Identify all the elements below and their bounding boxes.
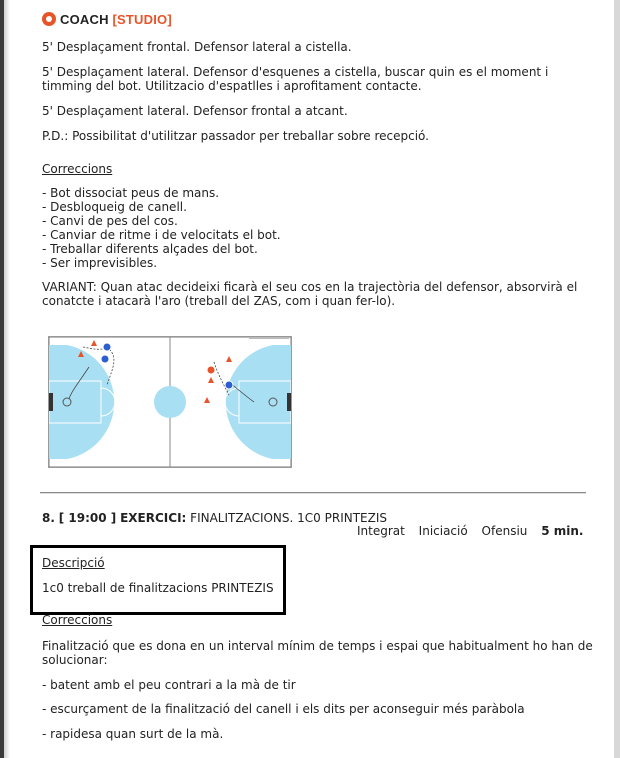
correction-item: - rapidesa quan surt de la mà. <box>42 727 224 741</box>
correction-item: - Canvi de pes del cos. <box>42 214 178 228</box>
right-backboard <box>287 393 291 411</box>
player-marker <box>225 381 233 389</box>
paragraph: 5' Desplaçament frontal. Defensor lateral a cistella. <box>42 40 352 54</box>
exercise-time: [ 19:00 ] <box>58 511 117 525</box>
corrections-intro: solucionar: <box>42 653 108 667</box>
tag: Iniciació <box>418 524 468 538</box>
correction-item: - escurçament de la finalització del canell i els dits per aconseguir més paràbola <box>42 702 525 716</box>
logo-name: COACH <box>60 11 109 27</box>
court-diagram <box>48 336 292 468</box>
correction-item: - Treballar diferents alçades del bot. <box>42 242 258 256</box>
page-shadow <box>4 0 10 758</box>
correction-item: - Bot dissociat peus de mans. <box>42 186 220 200</box>
corrections-heading: Correccions <box>42 613 113 627</box>
exercise-title <box>42 511 387 525</box>
right-paint <box>239 381 291 423</box>
description-heading: Descripció <box>42 556 105 570</box>
paragraph: timming del bot. Utilitzacio d'espatlles i aprofitament contacte. <box>42 79 422 93</box>
paragraph: 5' Desplaçament lateral. Defensor frontal a atcant. <box>42 104 348 118</box>
logo-icon <box>42 12 56 26</box>
tag: Integrat <box>357 524 405 538</box>
exercise-tags <box>357 524 583 538</box>
corrections-intro: Finalització que es dona en un interval mínim de temps i espai que habitualment ho han de <box>42 639 593 653</box>
left-backboard <box>49 393 53 411</box>
exercise-label: EXERCICI: <box>120 511 187 525</box>
tag: Ofensiu <box>481 524 528 538</box>
coach-studio-logo <box>42 10 172 28</box>
correction-item: - Ser imprevisibles. <box>42 256 158 270</box>
exercise-name: FINALITZACIONS. 1C0 PRINTEZIS <box>190 511 387 525</box>
paragraph: P.D.: Possibilitat d'utilitzar passador per treballar sobre recepció. <box>42 129 429 143</box>
correction-item: - Canviar de ritme i de velocitats el bot. <box>42 228 281 242</box>
correction-item: - Desbloqueig de canell. <box>42 200 187 214</box>
corrections-heading: Correccions <box>42 162 113 176</box>
player-marker <box>101 355 109 363</box>
player-marker <box>103 343 111 351</box>
player-marker <box>207 366 215 374</box>
exercise-duration: 5 min. <box>541 524 584 538</box>
center-circle <box>154 386 186 418</box>
exercise-number: 8. <box>42 511 55 525</box>
paragraph: 5' Desplaçament lateral. Defensor d'esquenes a cistella, buscar quin es el moment i <box>42 65 549 79</box>
variant-text: conatcte i atacarà l'aro (treball del ZAS, com i quan fer-lo). <box>42 294 396 308</box>
page-frame-right <box>614 0 620 758</box>
logo-studio: [STUDIO] <box>112 11 172 27</box>
correction-item: - batent amb el peu contrari a la mà de tir <box>42 678 296 692</box>
description-text: 1c0 treball de finalitzacions PRINTEZIS <box>42 581 274 595</box>
variant-text: VARIANT: Quan atac decideixi ficarà el seu cos en la trajectòria del defensor, absorvirà el <box>42 280 578 294</box>
